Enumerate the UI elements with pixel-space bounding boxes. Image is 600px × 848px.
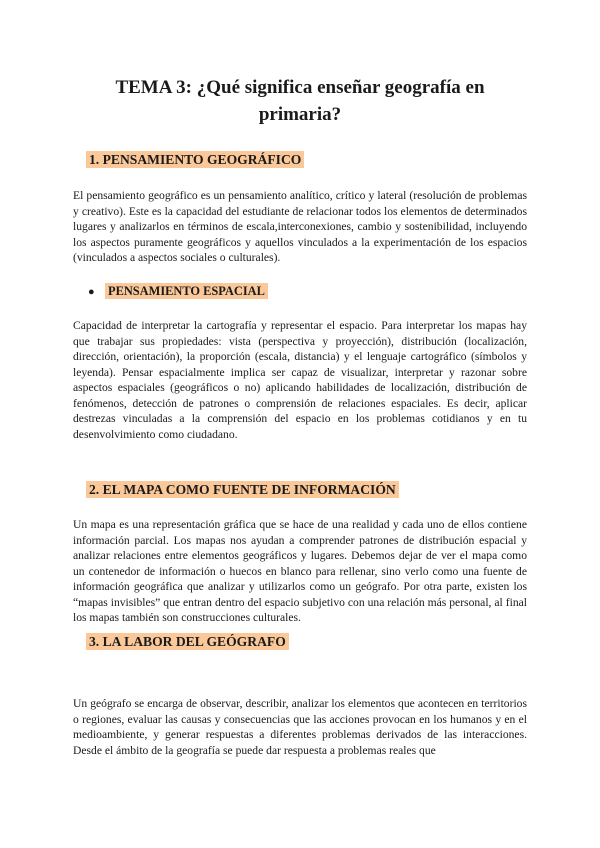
paragraph-pensamiento-espacial: Capacidad de interpretar la cartografía y representar el espacio. Para interpretar los mapas hay que trabajar sus propiedades: vista (perspectiva y proyección), distribución (localización, dirección, orientación), la proporción (escala, distancia) y el lenguaje cartográfico (símbolos y leyenda). Pensar espacialmente implica ser capaz de visualizar, interpretar y razonar sobre aspectos espaciales (geográficos o no) aplicando habilidades de localización, distribución de fenómenos, detección de patrones o comprensión de relaciones espaciales. Es decir, aplicar destrezas vinculadas a la comprensión del espacio en los problemas cotidianos y en tu desenvolvimiento como ciudadano. [73, 319, 527, 441]
section-heading-pensamiento-geografico [86, 150, 304, 170]
heading-highlight: 2. EL MAPA COMO FUENTE DE INFORMACIÓN [86, 481, 399, 498]
subheading-highlight: PENSAMIENTO ESPACIAL [105, 283, 268, 299]
heading-highlight: 3. LA LABOR DEL GEÓGRAFO [86, 633, 289, 650]
document-title: TEMA 3: ¿Qué significa enseñar geografía en primaria? [115, 77, 485, 125]
paragraph-labor-geografo: Un geógrafo se encarga de observar, describir, analizar los elementos que acontecen en territorios o regiones, evaluar las causas y consecuencias que las acciones provocan en los humanos y en el medioambiente, y generar respuestas a diferentes problemas derivados de las interacciones. Desde el ámbito de la geografía se puede dar respuesta a problemas reales que [73, 697, 527, 757]
bullet-icon: ● [88, 286, 95, 298]
section-heading-labor-geografo [86, 632, 289, 652]
paragraph-pensamiento-geografico: El pensamiento geográfico es un pensamiento analítico, crítico y lateral (resolución de problemas y creativo). Este es la capacidad del estudiante de relacionar todos los elementos de determinados lugares y analizarlos en términos de escala,interconexiones, cambio y sostenibilidad, incluyendo los aspectos puramente geográficos y aquellos vinculados a la experimentación de los espacios (vinculados a aspectos sociales o culturales). [73, 189, 527, 264]
subsection-heading-pensamiento-espacial [88, 282, 268, 301]
heading-highlight: 1. PENSAMIENTO GEOGRÁFICO [86, 151, 304, 168]
section-heading-mapa-fuente [86, 480, 399, 500]
paragraph-mapa-fuente: Un mapa es una representación gráfica que se hace de una realidad y cada uno de ellos contiene información parcial. Los mapas nos ayudan a comprender patrones de distribución espacial y analizar relaciones entre elementos geográficos y lugares. Debemos dejar de ver el mapa como un contenedor de información o huecos en blanco para rellenar, sino verlo como una fuente de información geográfica que analizar y utilizarlos como un geógrafo. Por otra parte, existen los “mapas invisibles” que entran dentro del espacio subjetivo con una relación más personal, al final los mapas también son construcciones culturales. [73, 518, 527, 624]
